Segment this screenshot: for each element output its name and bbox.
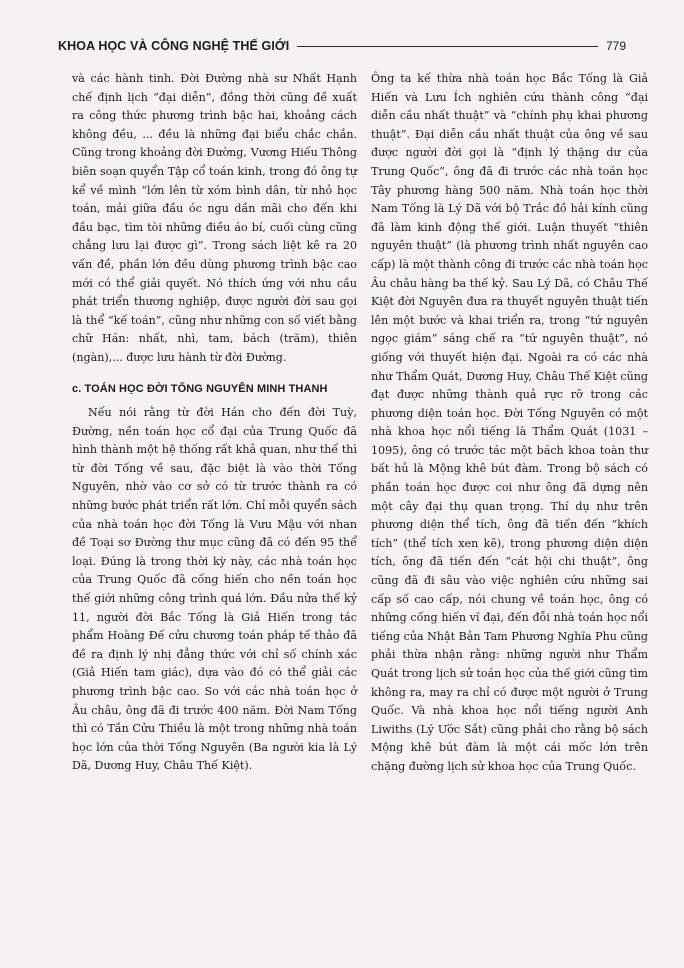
right-column (371, 70, 648, 777)
paragraph: Nếu nói rằng từ đời Hán cho đến đời Tuỳ, Đường, nền toán học cổ đại của Trung Quốc đã hình thành một hệ thống rất khả quan, như thế thì từ đời Tống về sau, đặc biệt là vào thời Tống Nguyên, nhờ vào cơ sở có từ trước thành ra có những bước phát triển rất lớn. Chỉ mỗi quyển sách của nhà toán học đời Tống là Vưu Mậu với nhan đề Toại sơ Đường thư mục cũng đã có đến 95 thể loại. Đúng là trong thời kỳ này, các nhà toán học của Trung Quốc đã cống hiến cho nền toán học thế giới những công trình quá lớn. Đầu nửa thế kỷ 11, người đời Bắc Tống là Giả Hiến trong tác phẩm Hoàng Đế cửu chương toán pháp tế thảo đã đề ra định lý nhị đẳng thức với chỉ số chính xác (Giả Hiến tam giác), dựa vào đó có thể giải các phương trình bậc cao. So với các nhà toán học ở Âu châu, ông đã đi trước 400 năm. Đời Nam Tống thì có Tần Cửu Thiều là một trong những nhà toán học lớn của thời Tống Nguyên (Ba người kia là Lý Dã, Dương Huy, Châu Thế Kiệt). (72, 406, 357, 773)
paragraph: và các hành tinh. Đời Đường nhà sư Nhất Hạnh chế định lịch “đại diễn”, đồng thời cũng đề xuất ra công thức phương trình bậc hai, khoảng cách không đều, ... đều là những đại biểu chắc chắn. Cũng trong khoảng đời Đường, Vương Hiếu Thông biên soạn quyển Tập cổ toán kinh, trong đó ông tự kể về mình “lớn lên từ xóm bình dân, từ nhỏ học toán, mải giữa đầu óc ngu dần mãi cho đến khi đầu bạc, tìm tòi những điều áo bí, cuối cùng cũng chẳng lưu lại được gì”. Trong sách liệt kê ra 20 vấn đề, phần lớn đều dùng phương trình bậc cao mới có thể giải quyết. Nó thích ứng với nhu cầu phát triển thương nghiệp, được người đời sau gọi là thể “kế toán”, cũng như những con số viết bằng chữ Hán: nhất, nhì, tam, bách (trăm), thiên (ngàn),... được lưu hành từ đời Đường. (72, 72, 357, 364)
running-header (58, 35, 626, 57)
left-column (72, 70, 357, 776)
header-title: KHOA HỌC VÀ CÔNG NGHỆ THẾ GIỚI (58, 39, 290, 53)
section-heading: c. TOÁN HỌC ĐỜI TỐNG NGUYÊN MINH THANH (72, 382, 328, 395)
header-rule (297, 46, 598, 47)
paragraph: Ông ta kế thừa nhà toán học Bắc Tống là Giả Hiến và Lưu Ích nghiên cứu thành công “đại diễn cầu nhất thuật” và “chính phụ khai phương thuật”. Đại diễn cầu nhất thuật của ông về sau được người đời gọi là “định lý thặng dư của Trung Quốc”, ông đã đi trước các nhà toán học Tây phương hàng 500 năm. Nhà toán học thời Nam Tống là Lý Dã với bộ Trắc đồ hải kính cũng đã làm kinh động thế giới. Luận thuyết “thiên nguyên thuật” (là phương trình nhất nguyên cao cấp) là một thành công đi trước các nhà toán học Âu châu hàng ba thế kỷ. Sau Lý Dã, có Châu Thế Kiệt đời Nguyên đưa ra thuyết nguyên thuật tiến lên một bước và khai triển ra, trong “tứ nguyên ngọc giám” sáng chế ra “tứ nguyên thuật”, nó giống với thuyết hiện đại. Ngoài ra có các nhà như Thẩm Quát, Dương Huy, Châu Thế Kiệt cũng đạt được những thành quả rực rỡ trong các phương diện toán học. Đời Tống Nguyên có một nhà khoa học nổi tiếng là Thẩm Quát (1031 – 1095), ông có trước tác một bách khoa toàn thư bất hủ là Mộng khê bút đàm. Trong bộ sách có phần toán học được coi như ông đã dựng nên một cây đại thụ quan trọng. Thí dụ như trên phương diện thể tích, ông đã tiến đến “khích tích” (thể tích xen kẽ), trong phương diện diện tích, ông đã tiến đến “cát hội chi thuật”, ông cũng đã đi sâu vào việc nghiên cứu những sai cấp số cao cấp, nói chung về toán học, ông có những cống hiến vĩ đại, đến đỗi nhà toán học nổi tiếng của Nhật Bản Tam Phương Nghĩa Phu cũng phải thừa nhận rằng: những người như Thẩm Quát trong lịch sử toán học của thế giới cũng tìm không ra, may ra chỉ có được một người ở Trung Quốc. Và nhà khoa học nổi tiếng người Anh Liwiths (Lý Ước Sắt) cũng phải cho rằng bộ sách Mộng khê bút đàm là một cái mốc lớn trên chặng đường lịch sử khoa học của Trung Quốc. (371, 72, 648, 773)
page-number: 779 (605, 39, 626, 53)
